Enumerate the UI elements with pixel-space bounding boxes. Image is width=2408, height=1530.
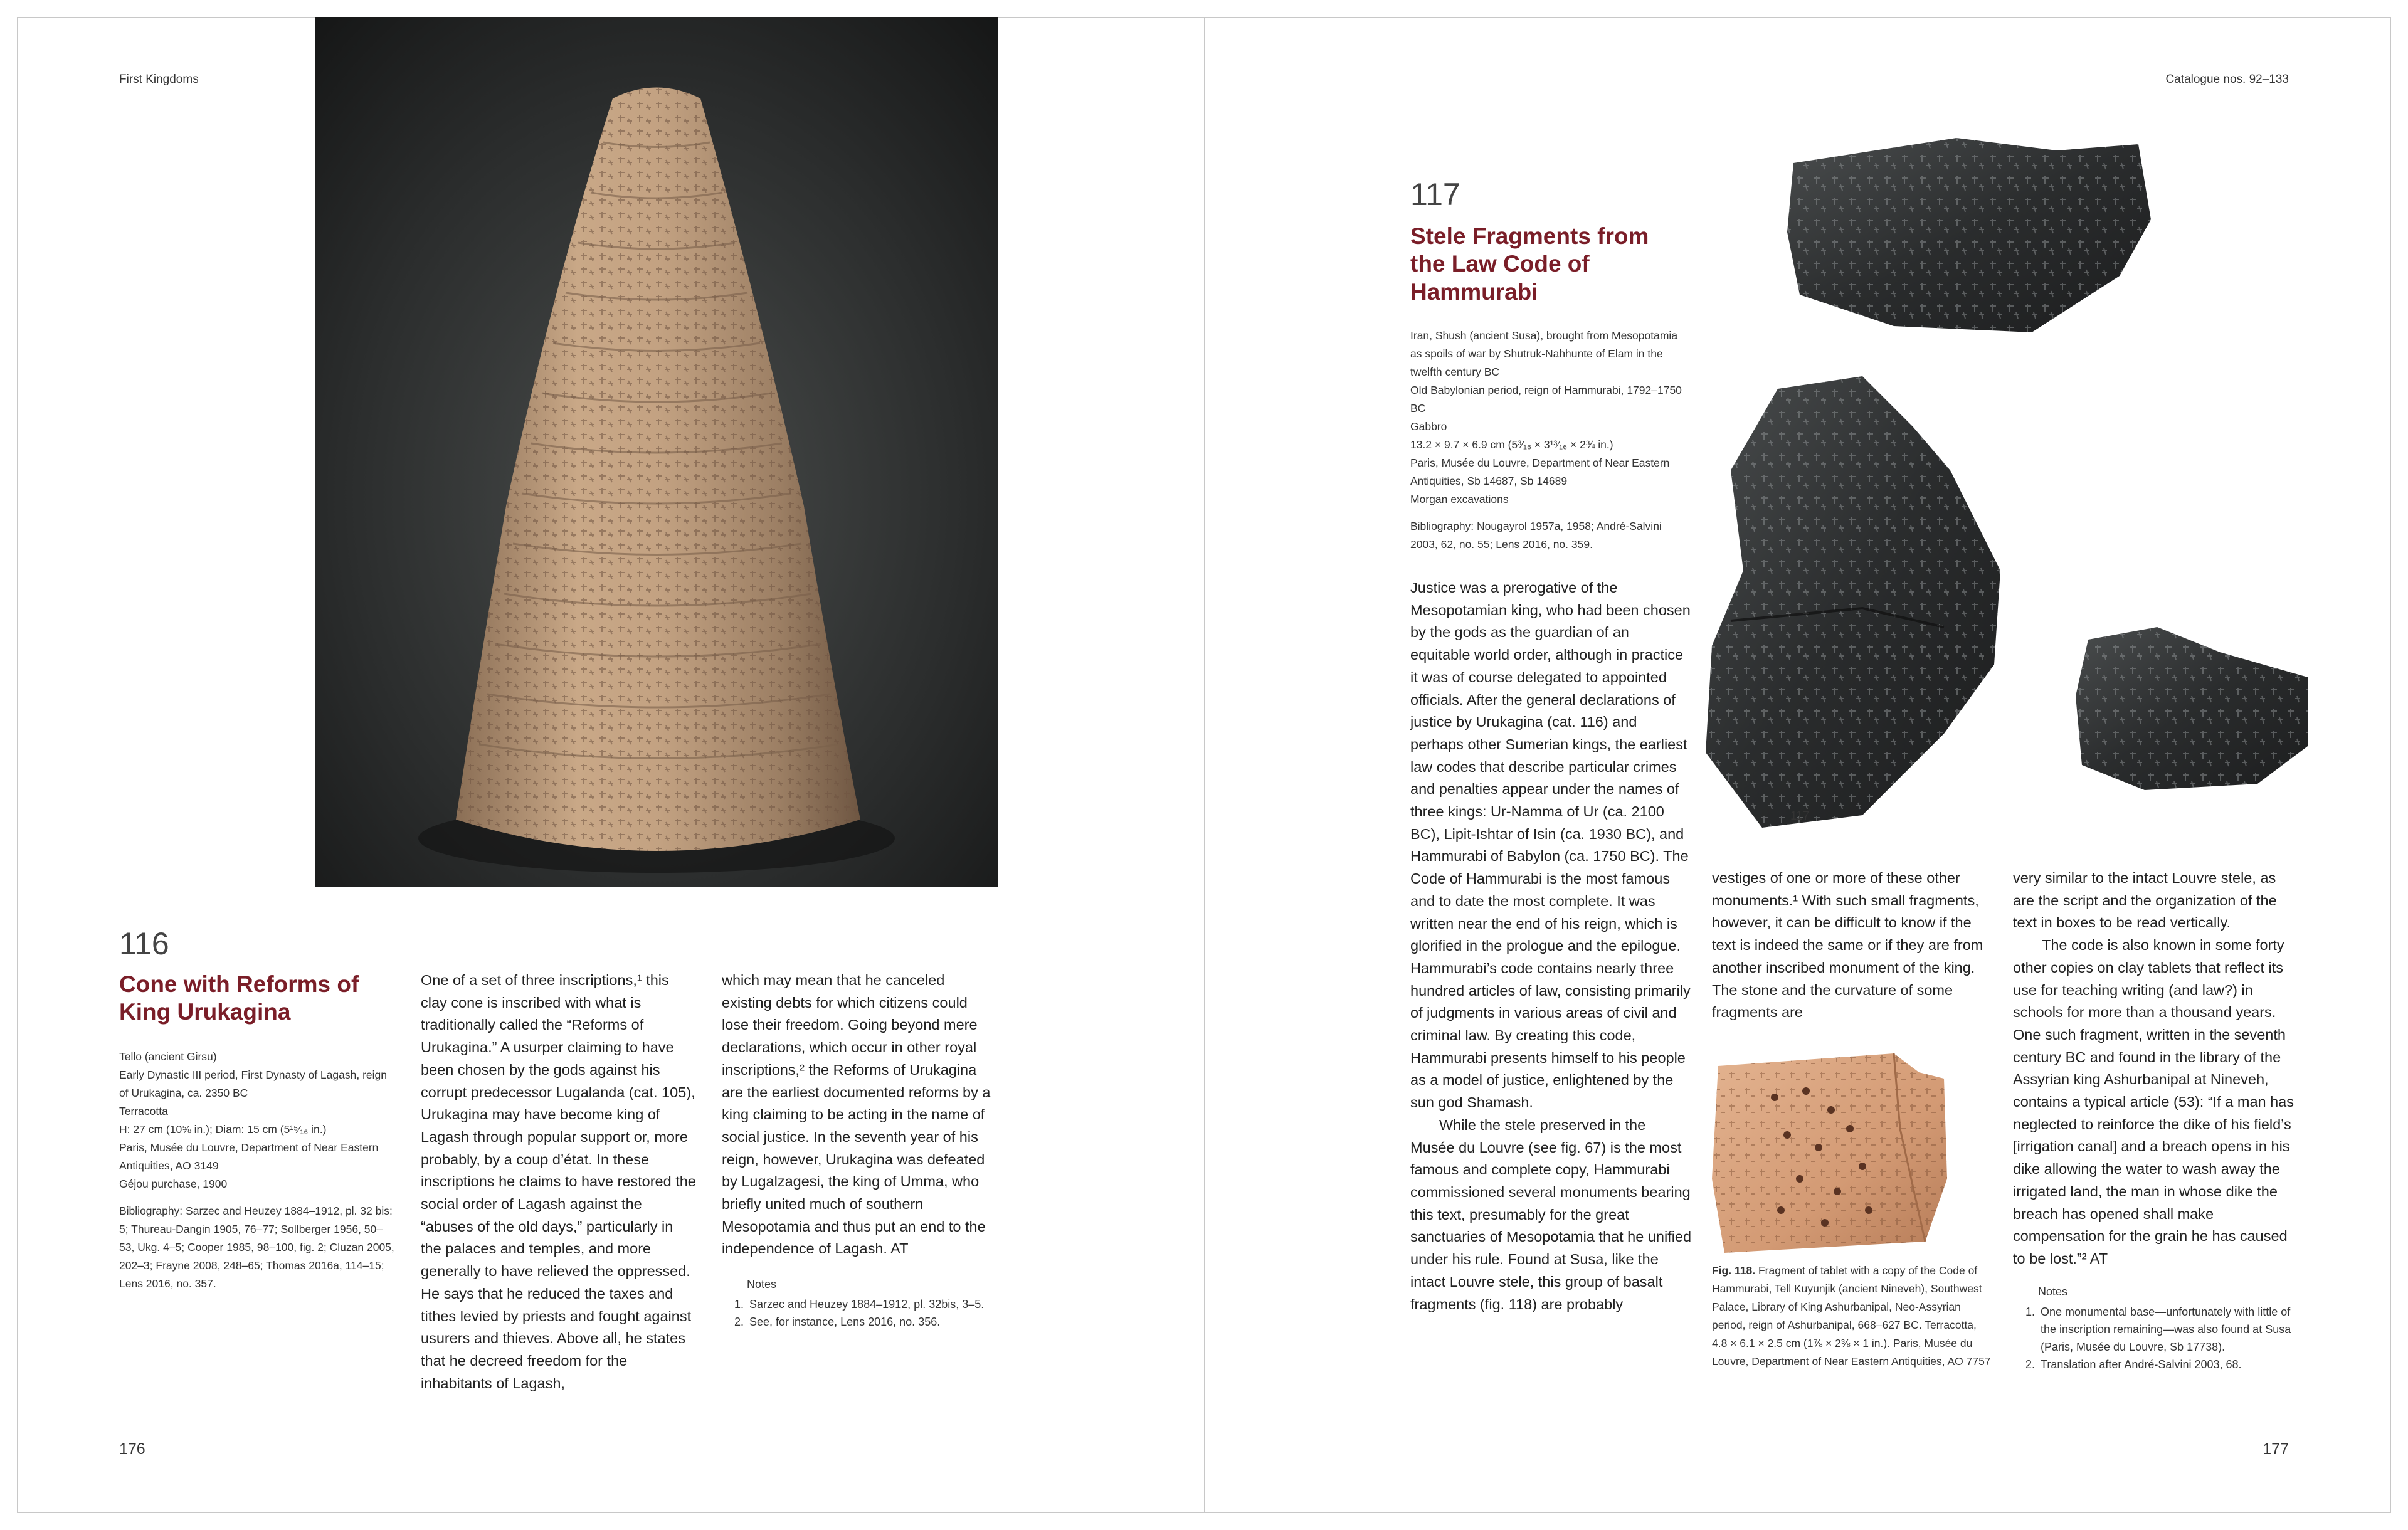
bibliography: Bibliography: Sarzec and Heuzey 1884–1912, pl. 32 bis: 5; Thureau-Dangin 1905, 76–77; Sollberger 1956, 50–53, Ukg. 4–5; Cooper 1985, 98–100, fig. 2; Cluzan 2005, 202–3; Frayne 2008, 248–65; Thomas 2016a, 114–15; Lens 2016, no. 357. <box>119 1205 394 1290</box>
entry-title-117: Stele Fragments from the Law Code of Hammurabi <box>1410 223 1649 305</box>
entry-number-116: 116 <box>119 926 169 961</box>
body-column-1 <box>421 969 697 1395</box>
meta-line: H: 27 cm (10⅝ in.); Diam: 15 cm (5¹⁵⁄₁₆ in.) <box>119 1123 327 1136</box>
body-paragraph: The code is also known in some forty other copies on clay tablets that reflect its use for teaching writing (and law?) in schools for more than a thousand years. One such fragment, written in the seventh century BC and found in the library of the Assyrian king Ashurbanipal at Nineveh, contains a typical article (53): “If a man has neglected to reinforce the dike of his field’s [irrigation canal] and a breach opens in his dike allowing the water to wash away the irrigated land, the man in whose dike the breach has opened shall make compensation for the grain he has caused to be lost.”² AT <box>2013 937 2294 1267</box>
meta-line: Paris, Musée du Louvre, Department of Near Eastern Antiquities, AO 3149 <box>119 1141 379 1172</box>
meta-line: Géjou purchase, 1900 <box>119 1178 228 1190</box>
meta-line: Gabbro <box>1410 420 1447 433</box>
entry-number-117: 117 <box>1410 177 1460 212</box>
body-paragraph: One of a set of three inscriptions,¹ this clay cone is inscribed with what is traditionally called the “Reforms of Urukagina.” A usurper claiming to have been chosen by the gods against his corrupt predecessor Lugalanda (cat. 105), Urukagina may have become king of Lagash through popular support or, more probably, by a coup d’état. In these inscriptions he claims to have restored the social order of Lagash against the “abuses of the old days,” particularly in the palaces and temples, and more generally to have relieved the oppressed. He says that he reduced the taxes and tithes levied by priests and fought against usurers and thieves. Above all, he states that he decreed freedom for the inhabitants of Lagash, <box>421 972 696 1391</box>
bibliography: Bibliography: Nougayrol 1957a, 1958; André-Salvini 2003, 62, no. 55; Lens 2016, no. 359. <box>1410 520 1662 551</box>
spine-gutter <box>1204 17 1205 1513</box>
fig-118-caption <box>1712 1262 1994 1371</box>
meta-line: Terracotta <box>119 1105 168 1117</box>
notes-block <box>722 1275 998 1331</box>
notes-block <box>2013 1283 2295 1373</box>
meta-line: Morgan excavations <box>1410 493 1509 505</box>
running-head-left: First Kingdoms <box>119 73 199 86</box>
clay-tablet-image <box>1712 1053 1950 1254</box>
cone-photo <box>315 17 998 887</box>
notes-heading: Notes <box>747 1278 777 1291</box>
body-paragraph: which may mean that he canceled existing debts for which citizens could lose their freedom. Going beyond mere declarations, which occur in other royal inscriptions,² the Reforms of Urukagina are the earliest documented reforms by a king claiming to be acting in the name of social justice. In the seventh year of his reign, however, Urukagina was defeated by Lugalzagesi, the king of Umma, who briefly united much of southern Mesopotamia and thus put an end to the independence of Lagash. AT <box>722 972 991 1257</box>
meta-line: 13.2 × 9.7 × 6.9 cm (5³⁄₁₆ × 3¹³⁄₁₆ × 2¾ in.) <box>1410 438 1613 451</box>
note-item: 2. See, for instance, Lens 2016, no. 356. <box>747 1313 998 1331</box>
notes-heading: Notes <box>2038 1285 2068 1298</box>
fig-118-photo <box>1712 1053 1950 1254</box>
meta-line: Paris, Musée du Louvre, Department of Near Eastern Antiquities, Sb 14687, Sb 14689 <box>1410 456 1670 487</box>
body-paragraph: Justice was a prerogative of the Mesopotamian king, who had been chosen by the gods as the guardian of an equitable world order, although in practice it was of course delegated to appointed officials. After the general declarations of justice by Urukagina (cat. 116) and perhaps other Sumerian kings, the earliest law codes that describe particular crimes and penalties appear under the names of three kings: Ur-Namma of Ur (ca. 2100 BC), Lipit-Ishtar of Isin (ca. 1930 BC), and Hammurabi of Babylon (ca. 1750 BC). The Code of Hammurabi is the most famous and to date the most complete. It was written near the end of his reign, which is glorified in the prologue and the epilogue. Hammurabi’s code contains nearly three hundred articles of law, consisting primarily of judgments in various areas of civil and criminal law. By creating this code, Hammurabi presents himself to his people as a model of justice, enlightened by the sun god Shamash. <box>1410 579 1691 1111</box>
running-head-right: Catalogue nos. 92–133 <box>2165 73 2289 86</box>
cone-image <box>315 17 998 887</box>
body-column-3 <box>2013 867 2295 1373</box>
meta-line: Tello (ancient Girsu) <box>119 1050 217 1063</box>
meta-line: Iran, Shush (ancient Susa), brought from Mesopotamia as spoils of war by Shutruk-Nahhunte of Elam in the twelfth century BC <box>1410 329 1678 378</box>
folio-right: 177 <box>2263 1440 2289 1458</box>
entry-title-116: Cone with Reforms of King Urukagina <box>119 971 359 1025</box>
meta-line: Old Babylonian period, reign of Hammurabi, 1792–1750 BC <box>1410 384 1682 414</box>
caption-text: Fragment of tablet with a copy of the Code of Hammurabi, Tell Kuyunjik (ancient Nineveh), Southwest Palace, Library of King Ashurbanipal, Neo-Assyrian period, reign of Ashurbanipal, 668–627 BC. Terracotta, 4.8 × 6.1 × 2.5 cm (1⅞ × 2⅜ × 1 in.). Paris, Musée du Louvre, Department of Near Eastern Antiquities, AO 7757 <box>1712 1264 1991 1368</box>
meta-line: Early Dynastic III period, First Dynasty of Lagash, reign of Urukagina, ca. 2350 BC <box>119 1068 387 1099</box>
caption-label: Fig. 118. <box>1712 1264 1756 1277</box>
note-item: 2. Translation after André-Salvini 2003, 68. <box>2038 1356 2295 1373</box>
body-column-2 <box>722 969 998 1331</box>
note-item: 1. Sarzec and Heuzey 1884–1912, pl. 32bis, 3–5. <box>747 1295 998 1313</box>
folio-left: 176 <box>119 1440 145 1458</box>
entry-meta-116 <box>119 1048 395 1293</box>
stele-fragments-photo <box>1706 132 2320 828</box>
body-column-2 <box>1712 867 1994 1024</box>
body-paragraph: very similar to the intact Louvre stele, as are the script and the organization of the text in boxes to be read vertically. <box>2013 870 2277 931</box>
body-paragraph: While the stele preserved in the Musée du Louvre (see fig. 67) is the most famous and complete copy, Hammurabi commissioned several monuments bearing this text, presumably for the great sanctuaries of Mesopotamia that he unified under his rule. Found at Susa, like the intact Louvre stele, this group of basalt fragments (fig. 118) are probably <box>1410 1116 1692 1312</box>
body-column-1 <box>1410 577 1692 1316</box>
photo-label-117: 117 <box>1790 810 1810 823</box>
stele-fragments-image <box>1706 132 2320 828</box>
note-item: 1. One monumental base—unfortunately with little of the inscription remaining—was also found at Susa (Paris, Musée du Louvre, Sb 17738). <box>2038 1303 2295 1356</box>
entry-meta-117 <box>1410 327 1686 554</box>
body-paragraph: vestiges of one or more of these other monuments.¹ With such small fragments, however, it can be difficult to know if the text is indeed the same or if they are from another inscribed monument of the king. The stone and the curvature of some fragments are <box>1712 870 1983 1021</box>
